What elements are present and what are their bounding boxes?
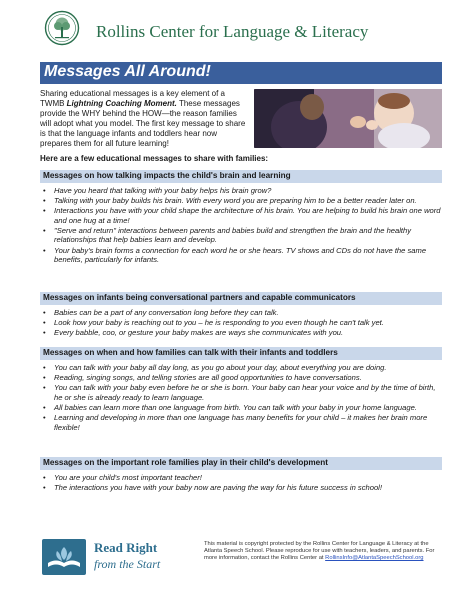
list-item: • You can talk with your baby all day long, as you go about your day, about everything you are doing. xyxy=(40,363,442,373)
when-how-messages-list xyxy=(40,363,442,433)
read-right-logo xyxy=(42,537,192,577)
parent-and-baby-photo xyxy=(254,89,442,148)
intro-text: Sharing educational messages is a key element of a TWMB xyxy=(40,89,225,108)
intro-paragraph xyxy=(40,89,250,149)
title-bar xyxy=(40,62,442,84)
section-heading-brain xyxy=(40,170,442,183)
list-item: • Reading, singing songs, and telling stories are all good opportunities to have conversations. xyxy=(40,373,442,383)
list-item: • Talking with your baby builds his brain. With every word you are preparing him to be a better reader later on. xyxy=(40,196,442,206)
section-heading-text: Messages on how talking impacts the child's brain and learning xyxy=(43,171,291,180)
open-book-icon xyxy=(42,539,86,575)
contact-email-link[interactable]: RollinsInfo@AtlantaSpeechSchool.org xyxy=(325,555,424,561)
copyright-text: This material is copyright protected by the Rollins Center for Language & Literacy at the Atlanta Speech School. Please reproduce for use with teachers, leaders, and parents. For more information, contact the Rollins Center at xyxy=(204,541,435,561)
list-item: • The interactions you have with your baby now are paving the way for his future success in school! xyxy=(40,483,442,493)
section-heading-role xyxy=(40,457,442,470)
role-messages-list xyxy=(40,473,442,493)
section-heading-text: Messages on infants being conversational partners and capable communicators xyxy=(43,293,356,302)
page-title: Messages All Around! xyxy=(44,63,211,80)
list-item: • Interactions you have with your child shape the architecture of his brain. You are helping to build his brain one word and one hug at a time! xyxy=(40,206,442,225)
list-item: • You can talk with your baby even before he or she is born. Your baby can hear your voice and by the time of birth, he or she is already ready to learn language. xyxy=(40,383,442,402)
section-heading-when-how xyxy=(40,347,442,360)
intro-highlight: Lightning Coaching Moment. xyxy=(66,99,177,108)
list-item: • "Serve and return" interactions between parents and babies build and strengthen the brain and the healthy relationships that help babies learn and develop. xyxy=(40,226,442,245)
list-item: • Look how your baby is reaching out to you – he is responding to you even though he can't talk yet. xyxy=(40,318,442,328)
tree-seal-icon xyxy=(44,10,80,46)
intro-text-2: These messages provide the WHY behind the HOW—the reason families will adopt what you model. The first key message to share is that the language infants and toddlers hear now prepares them for all future learning! xyxy=(40,99,246,148)
list-item: • You are your child's most important teacher! xyxy=(40,473,442,483)
list-item: • Every babble, coo, or gesture your baby makes are ways she communicates with you. xyxy=(40,328,442,338)
share-intro: Here are a few educational messages to share with families: xyxy=(40,154,269,163)
conversation-messages-list xyxy=(40,308,442,338)
list-item: • Learning and developing in more than one language has many benefits for your child – it makes her brain more flexible! xyxy=(40,413,442,432)
section-heading-conversation xyxy=(40,292,442,305)
list-item: • All babies can learn more than one language from birth. You can talk with your baby in your home language. xyxy=(40,403,442,413)
org-name: Rollins Center for Language & Literacy xyxy=(96,22,369,41)
section-heading-text: Messages on the important role families play in their child's development xyxy=(43,458,328,467)
list-item: • Have you heard that talking with your baby helps his brain grow? xyxy=(40,186,442,196)
section-heading-text: Messages on when and how families can talk with their infants and toddlers xyxy=(43,348,338,357)
page-header xyxy=(40,8,440,52)
logo-line-1: Read Right xyxy=(94,540,158,555)
copyright-notice xyxy=(204,541,444,562)
logo-line-2: from the Start xyxy=(94,557,161,571)
list-item: • Babies can be a part of any conversation long before they can talk. xyxy=(40,308,442,318)
brain-messages-list xyxy=(40,186,442,265)
list-item: • Your baby's brain forms a connection for each word he or she hears. TV shows and CDs do not have the same benefits, particularly for infants. xyxy=(40,246,442,265)
